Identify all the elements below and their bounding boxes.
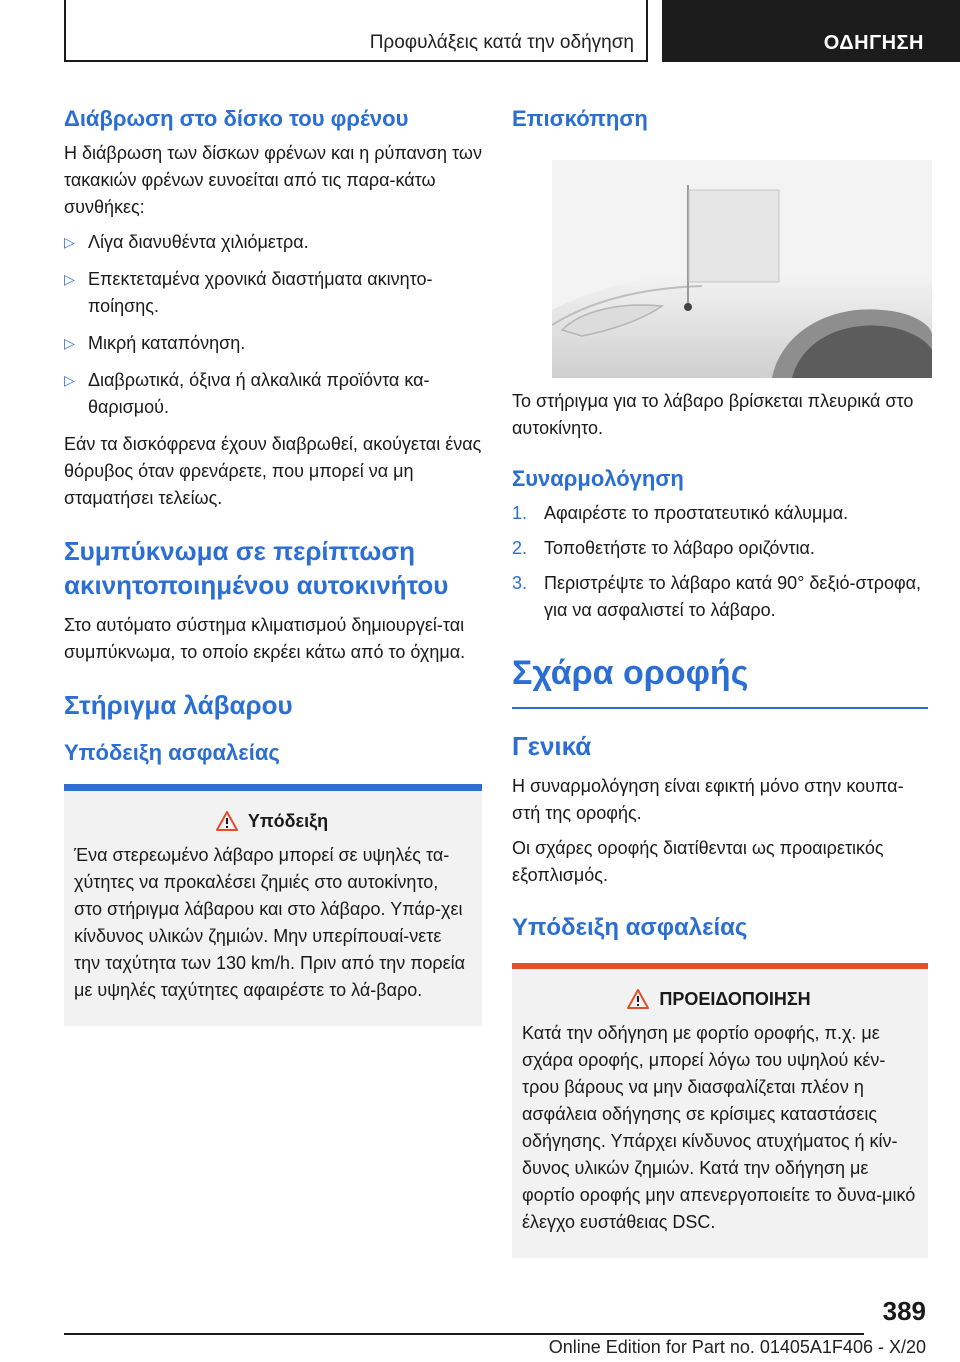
list-item: ▷ Διαβρωτικά, όξινα ή αλκαλικά προϊόντα κα-θαρισμού.	[64, 367, 482, 421]
warning-header	[522, 989, 916, 1010]
notice-text: Ένα στερεωμένο λάβαρο μπορεί σε υψηλές τα-χύτητες να προκαλέσει ζημιές στο αυτοκίνητο, στο στήριγμα λάβαρου και στο λάβαρο. Υπάρ-χει κίνδυνος υλικών ζημιών. Μην υπερίπουαί-νετε την ταχύτητα των 130 km/h. Πριν από την πορεία με υψηλές ταχύτητες αφαιρέστε το λά-βαρο.	[74, 845, 466, 1000]
triangle-bullet-icon: ▷	[64, 271, 75, 287]
overview-heading: Επισκόπηση	[512, 106, 648, 131]
list-item: ▷ Λίγα διανυθέντα χιλιόμετρα.	[64, 229, 482, 256]
flag-holder-figure	[552, 160, 932, 378]
figure-caption: Το στήριγμα για το λάβαρο βρίσκεται πλευρικά στο αυτοκίνητο.	[512, 391, 914, 438]
footer-edition: Online Edition for Part no. 01405A1F406 - X/20	[548, 1337, 926, 1357]
right-column	[512, 100, 928, 1258]
warning-triangle-icon	[216, 811, 238, 831]
notice-header	[74, 811, 470, 832]
assembly-heading: Συναρμολόγηση	[512, 466, 684, 491]
triangle-bullet-icon: ▷	[64, 335, 75, 351]
notice-box	[64, 784, 482, 1026]
list-item: 1. Αφαιρέστε το προστατευτικό κάλυμμα.	[512, 503, 849, 523]
general-heading: Γενικά	[512, 731, 592, 761]
car-fender-illustration	[552, 160, 932, 378]
assembly-steps	[512, 500, 928, 624]
notice-label: Υπόδειξη	[247, 811, 329, 831]
general-text-1: Η συναρμολόγηση είναι εφικτή μόνο στην κουπα-στή της οροφής.	[512, 776, 904, 823]
general-text-2: Οι σχάρες οροφής διατίθενται ως προαιρετικός εξοπλισμός.	[512, 838, 884, 885]
brake-outro: Εάν τα δισκόφρενα έχουν διαβρωθεί, ακούγεται ένας θόρυβος όταν φρενάρετε, που μπορεί να μη σταματήσει τελείως.	[64, 434, 482, 508]
warning-triangle-icon	[627, 989, 649, 1009]
left-column	[64, 100, 482, 1026]
footer-divider	[64, 1333, 864, 1335]
list-item: ▷ Μικρή καταπόνηση.	[64, 330, 482, 357]
safety-heading: Υπόδειξη ασφαλείας	[512, 914, 748, 941]
section-title: Προφυλάξεις κατά την οδήγηση	[64, 0, 648, 62]
triangle-bullet-icon: ▷	[64, 234, 75, 250]
brake-conditions-list	[64, 229, 482, 421]
list-item: 3. Περιστρέψτε το λάβαρο κατά 90° δεξιό-στροφα, για να ασφαλιστεί το λάβαρο.	[512, 573, 922, 620]
flag-holder-heading: Στήριγμα λάβαρου	[64, 690, 293, 720]
warning-text: Κατά την οδήγηση με φορτίο οροφής, π.χ. με σχάρα οροφής, μπορεί λόγω του υψηλού κέν-τρου βάρους να μην διασφαλίζεται πλέον η ασφάλεια οδήγησης σε κρίσιμες καταστάσεις οδήγησης. Υπάρχει κίνδυνος ατυχήματος ή κίν-δυνος υλικών ζημιών. Κατά την οδήγηση με φορτίο οροφής μην απενεργοποιείτε το δυνα-μικό έλεγχο ευστάθειας DSC.	[522, 1023, 916, 1232]
list-item: ▷ Επεκτεταμένα χρονικά διαστήματα ακινητο-ποίησης.	[64, 266, 482, 320]
condensate-heading: Συμπύκνωμα σε περίπτωση ακινητοποιημένου αυτοκινήτου	[64, 536, 449, 600]
list-item: 2. Τοποθετήστε το λάβαρο οριζόντια.	[512, 538, 815, 558]
brake-corrosion-heading: Διάβρωση στο δίσκο του φρένου	[64, 106, 409, 131]
safety-heading: Υπόδειξη ασφαλείας	[64, 740, 280, 765]
warning-box	[512, 963, 928, 1258]
page-number: 389	[882, 1296, 926, 1326]
page-header	[0, 0, 960, 64]
chapter-tab: ΟΔΗΓΗΣΗ	[662, 0, 960, 62]
triangle-bullet-icon: ▷	[64, 372, 75, 388]
roof-rack-heading: Σχάρα οροφής	[512, 654, 928, 709]
brake-intro: Η διάβρωση των δίσκων φρένων και η ρύπανση των τακακιών φρένων ευνοείται από τις παρα-κάτω συνθήκες:	[64, 143, 482, 217]
condensate-text: Στο αυτόματο σύστημα κλιματισμού δημιουργεί-ται συμπύκνωμα, το οποίο εκρέει κάτω από το όχημα.	[64, 615, 466, 662]
warning-label: ΠΡΟΕΙΔΟΠΟΙΗΣΗ	[659, 989, 811, 1009]
